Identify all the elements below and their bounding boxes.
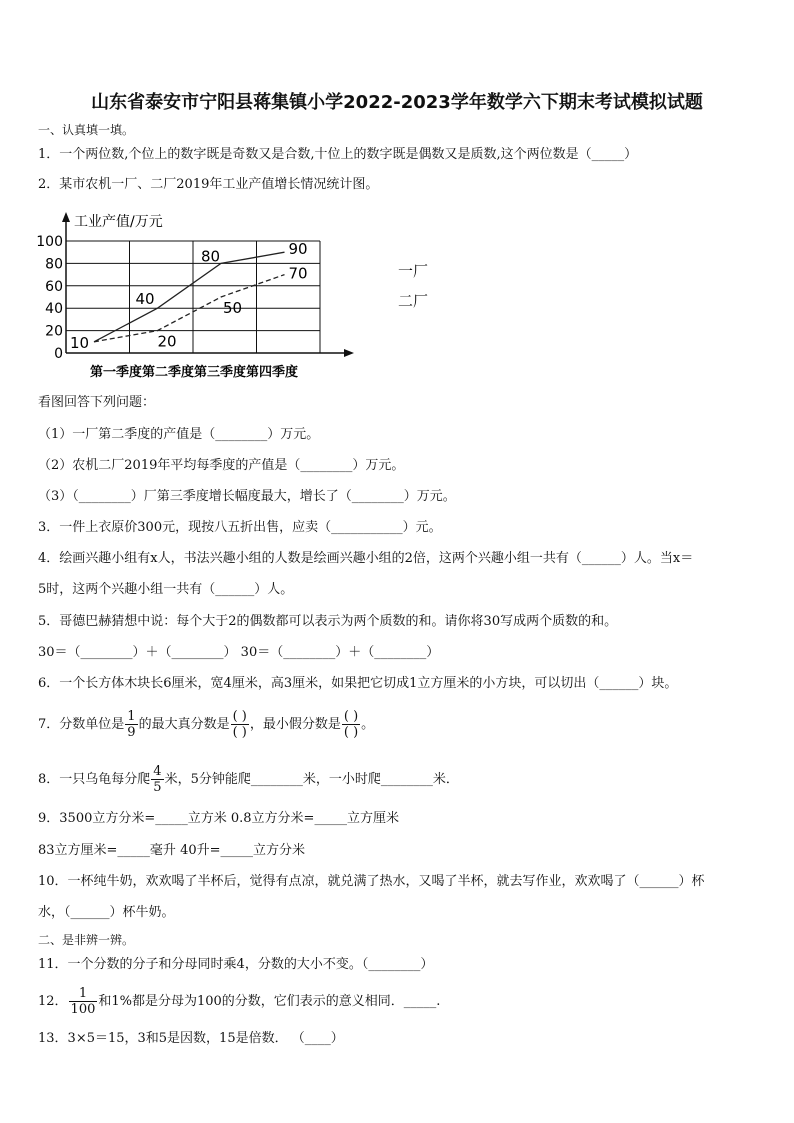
question-13: 13．3×5＝15，3和5是因数，15是倍数． （____） <box>38 1031 344 1046</box>
question-6: 6．一个长方体木块长6厘米，宽4厘米，高3厘米，如果把它切成1立方厘米的小方块，可以切出（______）块。 <box>38 676 678 691</box>
q7-end: 。 <box>361 717 375 732</box>
blank-fraction-2 <box>342 709 360 740</box>
y-tick-label: 20 <box>45 323 63 340</box>
data-label: 50 <box>223 299 243 317</box>
question-9-line-1: 9．3500立方分米=_____立方米 0.8立方分米=_____立方厘米 <box>38 811 399 826</box>
q12-prefix: 12． <box>38 994 68 1009</box>
data-label: 70 <box>288 264 308 283</box>
question-8 <box>38 764 459 795</box>
fraction-denominator: 5 <box>153 780 162 795</box>
q12-rest: 和1%都是分母为100的分数，它们表示的意义相同．_____. <box>98 994 441 1009</box>
legend-factory-2: 二厂 <box>398 292 429 310</box>
fraction-numerator: 4 <box>153 764 162 779</box>
q7-mid2: ，最小假分数是 <box>249 717 341 732</box>
fraction-numerator: 1 <box>69 986 98 1002</box>
q8-rest: 米，5分钟能爬________米，一小时爬________米． <box>164 772 459 787</box>
question-3: 3．一件上衣原价300元，现按八五折出售，应卖（___________）元。 <box>38 520 442 535</box>
question-2-3: （3）（________）厂第三季度增长幅度最大，增长了（________）万元。 <box>38 489 456 504</box>
q7-mid1: 的最大真分数是 <box>138 717 230 732</box>
question-12 <box>38 986 440 1017</box>
section-heading-2: 二、是非辨一辨。 <box>38 933 135 947</box>
question-4-line-2: 5时，这两个兴趣小组一共有（______）人。 <box>38 582 294 597</box>
data-label: 40 <box>135 290 155 309</box>
y-tick-label: 100 <box>36 234 63 250</box>
question-5-answer-line: 30＝（________）＋（________） 30＝（________）＋（________） <box>38 645 440 660</box>
y-tick-label: 0 <box>54 346 63 362</box>
question-2-1: （1）一厂第二季度的产值是（________）万元。 <box>38 427 320 442</box>
question-1: 1．一个两位数,个位上的数字既是奇数又是合数,十位上的数字既是偶数又是质数,这个两位数是（_____） <box>38 147 638 162</box>
fraction-hundredth <box>69 986 98 1017</box>
question-11: 11．一个分数的分子和分母同时乘4，分数的大小不变。（________） <box>38 957 434 972</box>
data-label: 90 <box>288 240 308 259</box>
data-label: 80 <box>201 247 221 266</box>
series-line-factory-1 <box>94 252 285 342</box>
blank-numerator: ( ) <box>343 709 359 724</box>
data-label: 10 <box>70 333 90 352</box>
blank-numerator: ( ) <box>232 709 247 724</box>
blank-denominator: ( ) <box>232 725 247 740</box>
chart-series <box>94 252 285 342</box>
fraction-unit <box>125 709 137 740</box>
question-10-line-1: 10．一杯纯牛奶，欢欢喝了半杯后，觉得有点凉，就兑满了热水，又喝了半杯，就去写作业，欢欢喝了（______）杯 <box>38 874 705 889</box>
question-9-line-2: 83立方厘米=_____毫升 40升=_____立方分米 <box>38 843 306 858</box>
y-axis-title: 工业产值/万元 <box>74 214 163 230</box>
question-4-line-1: 4．绘画兴趣小组有x人，书法兴趣小组的人数是绘画兴趣小组的2倍，这两个兴趣小组一共有（______）人。当x＝ <box>38 551 694 566</box>
data-label: 20 <box>157 332 177 351</box>
y-tick-label: 60 <box>45 278 63 295</box>
fraction-numerator: 1 <box>127 709 136 724</box>
fraction-denominator: 100 <box>70 1002 96 1017</box>
question-7 <box>38 709 374 740</box>
fraction-distance <box>151 764 163 795</box>
chart-question-prompt: 看图回答下列问题： <box>38 395 156 410</box>
question-10-line-2: 水，（______）杯牛奶。 <box>38 905 175 920</box>
industrial-output-line-chart <box>30 206 370 382</box>
fraction-denominator: 9 <box>127 725 136 740</box>
q8-prefix: 8．一只乌龟每分爬 <box>38 772 151 787</box>
y-axis-arrow <box>62 212 70 222</box>
x-axis-arrow <box>344 349 354 357</box>
page-title: 山东省泰安市宁阳县蒋集镇小学2022-2023学年数学六下期末考试模拟试题 <box>91 92 703 113</box>
blank-fraction-1 <box>231 709 249 740</box>
y-tick-label: 40 <box>45 301 63 318</box>
question-5: 5．哥德巴赫猜想中说：每个大于2的偶数都可以表示为两个质数的和。请你将30写成两个质数的和。 <box>38 614 618 629</box>
x-category-labels: 第一季度第二季度第三季度第四季度 <box>90 365 299 380</box>
blank-denominator: ( ) <box>343 725 359 740</box>
question-2-2: （2）农机二厂2019年平均每季度的产值是（________）万元。 <box>38 458 405 473</box>
question-2: 2．某市农机一厂、二厂2019年工业产值增长情况统计图。 <box>38 177 379 192</box>
y-tick-label: 80 <box>45 256 63 273</box>
q7-prefix: 7．分数单位是 <box>38 717 125 732</box>
legend-factory-1: 一厂 <box>398 262 429 280</box>
section-heading-1: 一、认真填一填。 <box>38 123 135 137</box>
y-tick-labels <box>36 234 63 362</box>
